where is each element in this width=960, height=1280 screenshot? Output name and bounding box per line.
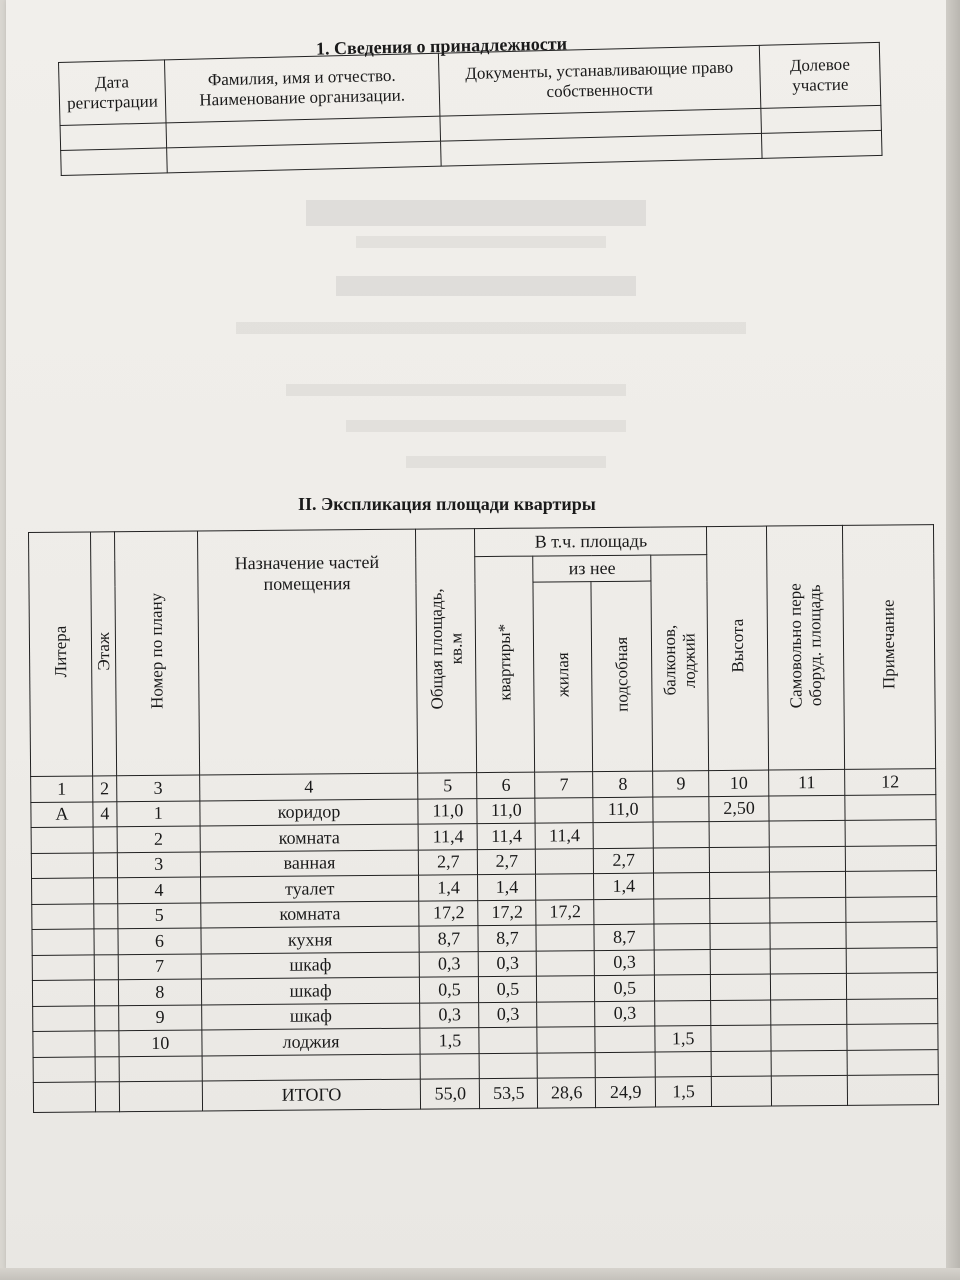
room-name-cell: туалет — [200, 875, 419, 902]
floor-cell — [95, 1031, 119, 1057]
total-area-cell: 0,5 — [420, 977, 479, 1003]
litera-cell — [33, 1005, 95, 1031]
height-cell — [710, 898, 770, 924]
auxiliary-area-sum: 24,9 — [596, 1077, 656, 1108]
floor-cell — [93, 878, 117, 904]
section2-title: II. Экспликация площади квартиры — [298, 494, 596, 514]
note-cell — [846, 922, 937, 948]
floor-cell — [95, 1056, 119, 1082]
self-reequipped-cell — [771, 1024, 847, 1050]
header-plan-number: Номер по плану — [114, 531, 199, 776]
header-ownership-documents: Документы, устанавливающие право собственности — [438, 45, 761, 116]
floor-cell — [93, 852, 117, 878]
self-reequipped-cell — [770, 948, 846, 974]
document-page — [6, 0, 948, 1270]
living-area-cell: 17,2 — [536, 899, 594, 925]
apartment-area-cell: 2,7 — [478, 849, 536, 875]
header-purpose: Назначение частей помещения — [197, 529, 418, 775]
auxiliary-area-cell: 2,7 — [594, 848, 654, 874]
height-cell — [711, 1051, 771, 1077]
total-area-sum: 55,0 — [421, 1079, 480, 1110]
room-name-cell: коридор — [200, 799, 419, 826]
apartment-area-cell: 0,3 — [479, 1002, 537, 1028]
balcony-area-sum: 1,5 — [656, 1077, 712, 1107]
height-cell — [710, 872, 770, 898]
plan-number-cell: 9 — [119, 1005, 202, 1031]
balcony-area-cell — [655, 975, 711, 1001]
column-number: 9 — [653, 771, 709, 797]
column-number: 2 — [93, 776, 117, 802]
plan-number-cell: 3 — [117, 852, 200, 878]
litera-cell — [31, 827, 93, 853]
room-name-cell: кухня — [201, 926, 420, 953]
litera-cell — [31, 852, 93, 878]
plan-number-cell: 10 — [119, 1030, 202, 1056]
height-cell: 2,50 — [709, 796, 769, 822]
apartment-area-cell: 0,5 — [479, 976, 537, 1002]
column-number: 7 — [535, 772, 593, 798]
note-cell — [845, 794, 936, 820]
litera-cell — [32, 903, 94, 929]
auxiliary-area-cell: 11,0 — [593, 797, 653, 823]
column-number: 6 — [477, 772, 535, 798]
self-reequipped-cell — [770, 922, 846, 948]
total-area-cell: 11,4 — [419, 824, 478, 850]
note-cell — [846, 947, 937, 973]
height-cell — [709, 847, 769, 873]
self-reequipped-cell — [769, 795, 845, 821]
note-cell — [846, 871, 937, 897]
total-area-cell: 2,7 — [419, 849, 478, 875]
header-litera: Литера — [29, 532, 93, 777]
room-name-cell: ванная — [200, 850, 419, 877]
ownership-table — [58, 42, 883, 176]
living-area-cell — [535, 797, 593, 823]
apartment-area-cell: 11,0 — [477, 798, 535, 824]
note-cell — [847, 998, 938, 1024]
total-area-cell: 0,3 — [420, 1002, 479, 1028]
floor-cell: 4 — [93, 801, 117, 827]
self-reequipped-cell — [769, 846, 845, 872]
area-explication-table — [28, 524, 939, 1113]
room-name-cell: комната — [200, 901, 419, 928]
balcony-area-cell: 1,5 — [655, 1026, 711, 1052]
note-cell — [846, 973, 937, 999]
balcony-area-cell — [654, 847, 710, 873]
litera-cell — [32, 954, 94, 980]
auxiliary-area-cell — [595, 1052, 655, 1078]
column-number: 1 — [31, 776, 93, 802]
self-reequipped-cell — [771, 973, 847, 999]
header-apartment: квартиры* — [475, 556, 535, 772]
total-area-cell — [421, 1053, 480, 1079]
total-area-cell: 1,4 — [419, 875, 478, 901]
auxiliary-area-cell: 0,5 — [595, 975, 655, 1001]
note-cell — [847, 1024, 938, 1050]
apartment-area-sum: 53,5 — [480, 1078, 538, 1109]
room-name-cell: лоджия — [202, 1028, 421, 1055]
room-name-cell: комната — [200, 824, 419, 851]
floor-cell — [94, 954, 118, 980]
note-cell — [847, 1049, 938, 1075]
litera-cell — [33, 1056, 95, 1082]
note-cell — [846, 896, 937, 922]
litera-cell — [33, 1031, 95, 1057]
column-number: 3 — [117, 775, 200, 801]
balcony-area-cell — [654, 873, 710, 899]
apartment-area-cell — [479, 1053, 537, 1079]
self-reequipped-cell — [771, 999, 847, 1025]
header-height: Высота — [707, 526, 769, 771]
header-of-which: из нее — [533, 555, 651, 582]
living-area-cell — [537, 1027, 595, 1053]
note-cell — [845, 845, 936, 871]
balcony-area-cell — [654, 924, 710, 950]
plan-number-cell: 1 — [117, 801, 200, 827]
living-area-cell — [537, 950, 595, 976]
balcony-area-cell — [655, 1000, 711, 1026]
column-number: 8 — [593, 771, 653, 797]
plan-number-cell: 2 — [117, 826, 200, 852]
living-area-cell — [537, 1052, 595, 1078]
page-bottom-edge — [0, 1268, 960, 1280]
plan-number-cell: 4 — [117, 877, 200, 903]
balcony-area-cell — [653, 822, 709, 848]
balcony-area-cell — [654, 898, 710, 924]
litera-cell — [32, 929, 94, 955]
floor-cell — [95, 1005, 119, 1031]
self-reequipped-cell — [769, 820, 845, 846]
header-owner-name: Фамилия, имя и отчество. Наименование организации. — [164, 53, 439, 123]
living-area-cell: 11,4 — [535, 823, 593, 849]
column-number: 12 — [845, 769, 936, 795]
height-cell — [711, 1000, 771, 1026]
header-auxiliary: подсобная — [591, 581, 653, 772]
total-area-cell: 17,2 — [419, 900, 478, 926]
header-note: Примечание — [843, 525, 936, 770]
note-cell — [845, 820, 936, 846]
total-area-cell: 8,7 — [419, 926, 478, 952]
auxiliary-area-cell — [595, 1026, 655, 1052]
height-cell — [709, 821, 769, 847]
floor-cell — [94, 903, 118, 929]
floor-cell — [94, 980, 118, 1006]
header-balconies: балконов, лоджий — [651, 555, 709, 771]
header-share: Долевое участие — [759, 42, 880, 108]
auxiliary-area-cell: 0,3 — [594, 950, 654, 976]
auxiliary-area-cell: 0,3 — [595, 1001, 655, 1027]
auxiliary-area-cell: 1,4 — [594, 873, 654, 899]
room-name-cell: шкаф — [201, 952, 420, 979]
living-area-sum: 28,6 — [538, 1078, 596, 1109]
column-number: 10 — [709, 770, 769, 796]
plan-number-cell — [119, 1056, 202, 1082]
height-cell — [711, 1025, 771, 1051]
apartment-area-cell: 0,3 — [479, 951, 537, 977]
height-cell — [711, 974, 771, 1000]
height-cell — [710, 949, 770, 975]
plan-number-cell: 8 — [118, 979, 201, 1005]
litera-cell — [32, 980, 94, 1006]
plan-number-cell: 5 — [118, 903, 201, 929]
apartment-area-cell — [479, 1027, 537, 1053]
self-reequipped-cell — [770, 871, 846, 897]
header-floor: Этаж — [90, 532, 116, 776]
column-number: 11 — [769, 769, 845, 795]
balcony-area-cell — [654, 949, 710, 975]
plan-number-cell: 6 — [118, 928, 201, 954]
header-registration-date: Дата регистрации — [59, 60, 166, 126]
apartment-area-cell: 1,4 — [478, 874, 536, 900]
auxiliary-area-cell — [593, 822, 653, 848]
header-self-reequipped: Самовольно пере оборуд. площадь — [767, 525, 845, 770]
room-name-cell: шкаф — [201, 1003, 420, 1030]
section1-title: 1. Сведения о принадлежности — [315, 33, 568, 59]
header-living: жилая — [533, 582, 593, 772]
room-name-cell: шкаф — [201, 977, 420, 1004]
apartment-area-cell: 8,7 — [478, 925, 536, 951]
total-area-cell: 11,0 — [418, 798, 477, 824]
self-reequipped-cell — [770, 897, 846, 923]
litera-cell: А — [31, 801, 93, 827]
living-area-cell — [537, 1001, 595, 1027]
balcony-area-cell — [653, 796, 709, 822]
floor-cell — [93, 827, 117, 853]
living-area-cell — [536, 925, 594, 951]
living-area-cell — [536, 848, 594, 874]
living-area-cell — [537, 976, 595, 1002]
total-area-cell: 0,3 — [420, 951, 479, 977]
header-included-area: В т.ч. площадь — [475, 527, 707, 557]
self-reequipped-cell — [771, 1050, 847, 1076]
column-number: 4 — [199, 773, 418, 800]
height-cell — [710, 923, 770, 949]
plan-number-cell: 7 — [118, 954, 201, 980]
column-number: 5 — [418, 773, 477, 799]
explication-header-row-1 — [29, 525, 934, 561]
auxiliary-area-cell — [594, 899, 654, 925]
living-area-cell — [536, 874, 594, 900]
total-area-cell: 1,5 — [420, 1028, 479, 1054]
litera-cell — [32, 878, 94, 904]
room-name-cell — [202, 1054, 421, 1081]
page-edge — [946, 0, 960, 1280]
header-total-area: Общая площадь, кв.м — [416, 529, 477, 774]
balcony-area-cell — [655, 1051, 711, 1077]
total-label: ИТОГО — [202, 1079, 421, 1111]
apartment-area-cell: 17,2 — [478, 900, 536, 926]
apartment-area-cell: 11,4 — [477, 823, 535, 849]
floor-cell — [94, 929, 118, 955]
auxiliary-area-cell: 8,7 — [594, 924, 654, 950]
